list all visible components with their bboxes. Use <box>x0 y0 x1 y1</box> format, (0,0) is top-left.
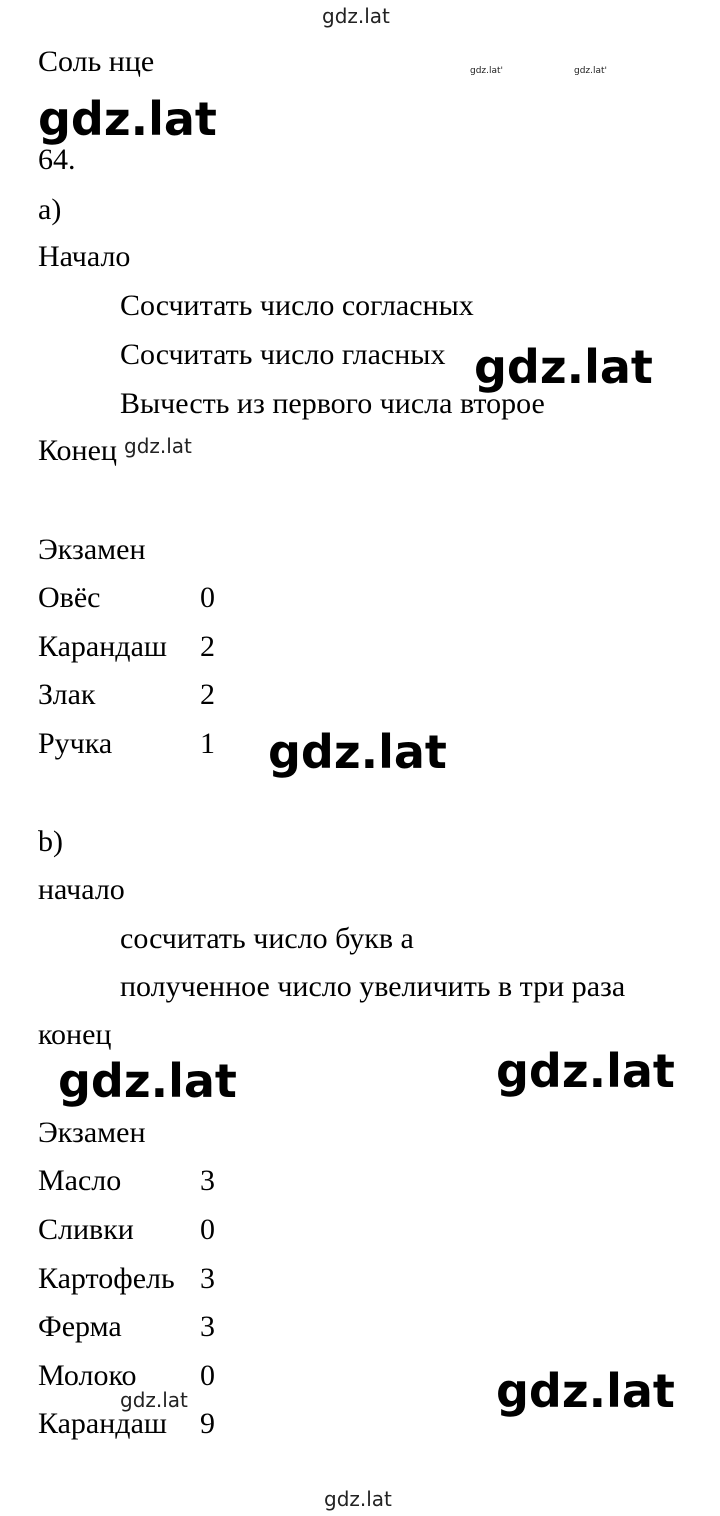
part-b-value-5: 0 <box>200 1359 215 1392</box>
watermark-tiny-2: gdz.lat' <box>574 66 608 76</box>
part-a-word-1: Овёс <box>38 581 101 614</box>
part-b-value-3: 3 <box>200 1262 215 1295</box>
watermark-big-4: gdz.lat <box>58 1054 237 1108</box>
part-b-value-6: 9 <box>200 1407 215 1440</box>
part-a-value-1: 0 <box>200 581 215 614</box>
part-b-value-2: 0 <box>200 1213 215 1246</box>
watermark-big-1: gdz.lat <box>38 92 217 146</box>
part-a-word-4: Ручка <box>38 727 113 760</box>
part-a-word-2: Карандаш <box>38 630 167 663</box>
part-b-step-2: полученное число увеличить в три раза <box>120 970 626 1003</box>
part-b-word-3: Картофель <box>38 1262 175 1295</box>
part-a-value-2: 2 <box>200 630 215 663</box>
part-b-value-4: 3 <box>200 1310 215 1343</box>
task-number: 64. <box>38 143 76 176</box>
watermark-bottom: gdz.lat <box>324 1487 392 1511</box>
watermark-big-6: gdz.lat <box>496 1364 675 1418</box>
watermark-top: gdz.lat <box>322 4 390 28</box>
part-b-word-1: Масло <box>38 1164 122 1197</box>
part-b-value-1: 3 <box>200 1164 215 1197</box>
part-a-step-3: Вычесть из первого числа второе <box>120 387 545 420</box>
part-b-word-6: Карандаш <box>38 1407 167 1440</box>
part-b-exam-title: Экзамен <box>38 1116 146 1149</box>
part-a-start: Начало <box>38 240 131 273</box>
watermark-big-5: gdz.lat <box>496 1044 675 1098</box>
part-b-word-4: Ферма <box>38 1310 122 1343</box>
part-b-word-2: Сливки <box>38 1213 134 1246</box>
part-a-value-4: 1 <box>200 727 215 760</box>
part-b-start: начало <box>38 873 125 906</box>
part-b-step-1: сосчитать число букв а <box>120 922 414 955</box>
part-a-value-3: 2 <box>200 678 215 711</box>
part-a-end: Конец <box>38 434 117 467</box>
watermark-small-konets: gdz.lat <box>124 434 192 458</box>
watermark-big-3: gdz.lat <box>268 725 447 779</box>
header-text: Соль нце <box>38 45 155 78</box>
part-b-word-5: Молоко <box>38 1359 137 1392</box>
part-b-end: конец <box>38 1018 112 1051</box>
part-a-label: a) <box>38 193 62 226</box>
watermark-small-moloko: gdz.lat <box>120 1388 188 1412</box>
part-a-step-1: Сосчитать число согласных <box>120 289 474 322</box>
part-a-step-2: Сосчитать число гласных <box>120 338 446 371</box>
part-a-word-3: Злак <box>38 678 96 711</box>
part-a-exam-title: Экзамен <box>38 533 146 566</box>
watermark-big-2: gdz.lat <box>474 340 653 394</box>
watermark-tiny-1: gdz.lat' <box>470 66 504 76</box>
part-b-label: b) <box>38 825 63 858</box>
